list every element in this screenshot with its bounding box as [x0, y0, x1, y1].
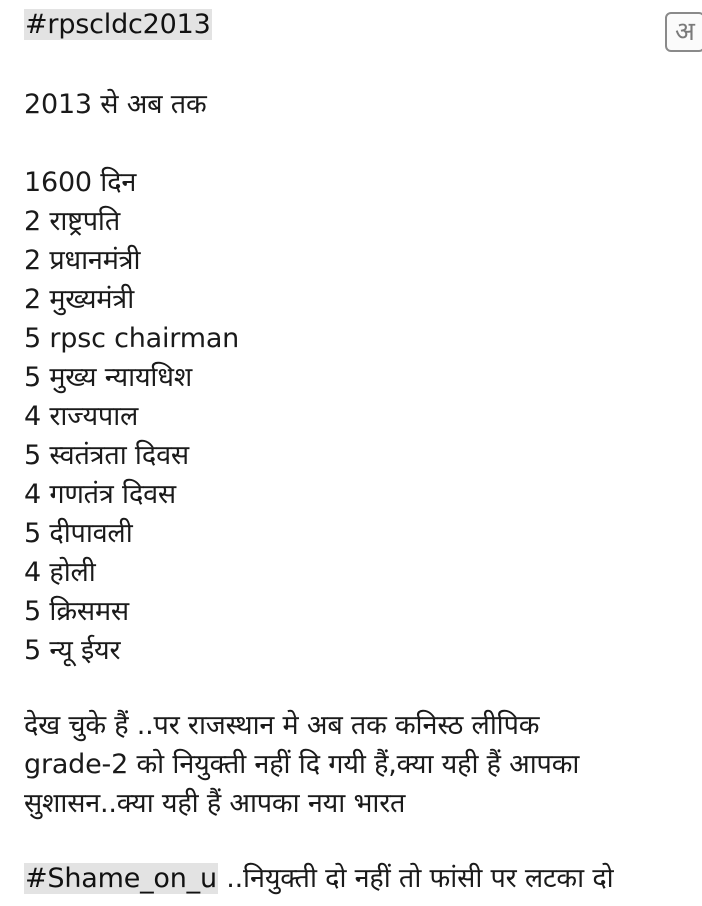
hashtag-rpscldc2013[interactable]: #rpscldc2013 [25, 9, 211, 40]
list-item: 4 राज्यपाल [24, 401, 139, 432]
list-item: 5 दीपावली [24, 518, 133, 549]
list-item: 4 होली [24, 557, 96, 588]
list-item: 2 प्रधानमंत्री [24, 245, 141, 276]
list-item: 5 स्वतंत्रता दिवस [24, 440, 189, 471]
list-item: 2 राष्ट्रपति [24, 206, 121, 237]
list-item: 5 मुख्य न्यायधिश [24, 362, 192, 393]
footer-text: ..नियुक्ती दो नहीं तो फांसी पर लटका दो [217, 863, 614, 894]
message-paragraph [24, 706, 579, 823]
list-item: 1600 दिन [24, 167, 137, 198]
list-item: 5 rpsc chairman [24, 323, 240, 354]
hashtag-shame-on-u[interactable]: #Shame_on_u [25, 863, 217, 894]
list-item: 5 क्रिसमस [24, 596, 129, 627]
subtitle: 2013 से अब तक [24, 89, 207, 120]
list-item: 5 न्यू ईयर [24, 635, 121, 666]
list-item: 2 मुख्यमंत्री [24, 284, 135, 315]
stats-list [24, 163, 239, 670]
message-line: grade-2 को नियुक्ती नहीं दि गयी हैं,क्या यही हैं आपका [24, 749, 580, 780]
message-line: सुशासन..क्या यही हैं आपका नया भारत [24, 788, 406, 819]
footer-line [24, 859, 613, 898]
message-line: देख चुके हैं ..पर राजस्थान मे अब तक कनिस्ठ लीपिक [24, 710, 540, 741]
header-line [24, 5, 212, 44]
list-item: 4 गणतंत्र दिवस [24, 479, 176, 510]
language-toggle-button[interactable]: अ [665, 12, 702, 52]
